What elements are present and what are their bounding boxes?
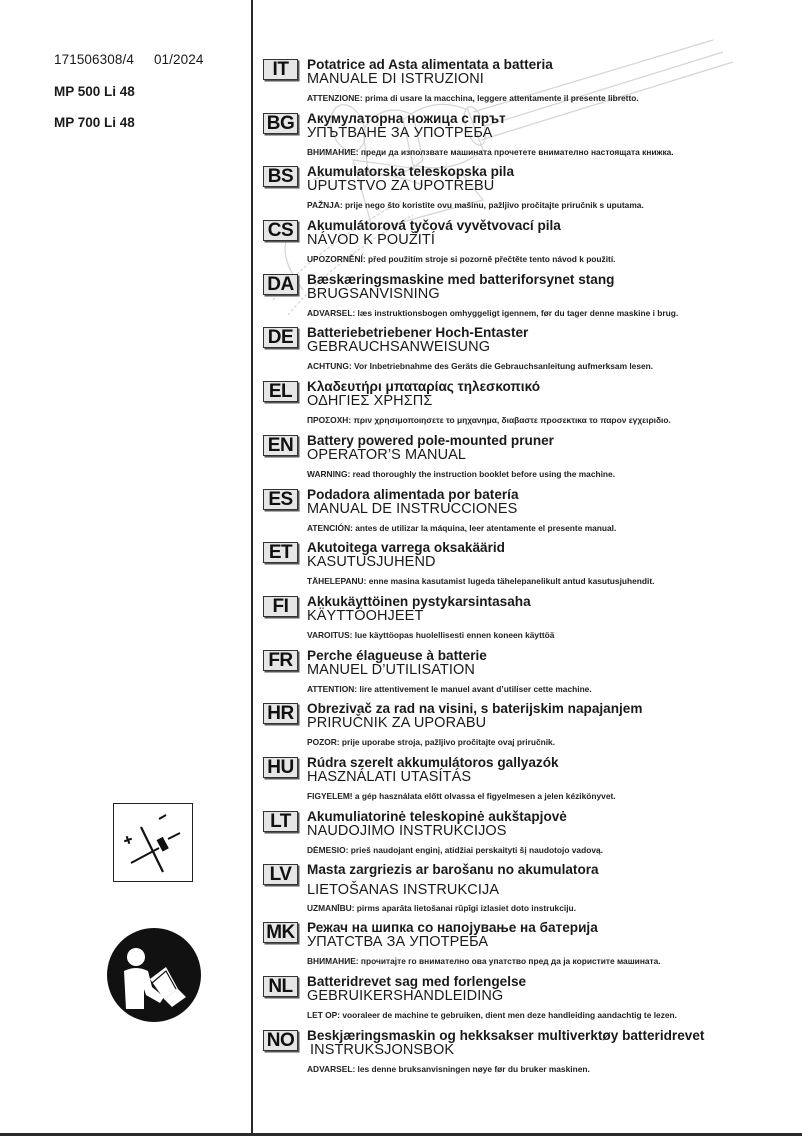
product-title: Akumulátorová tyčová vyvětvovací pila bbox=[307, 218, 561, 234]
language-entry-en bbox=[263, 433, 798, 487]
language-code-badge: EL bbox=[263, 381, 298, 402]
manual-title: INSTRUKSJONSBOK bbox=[310, 1041, 455, 1058]
battery-polarity-icon bbox=[113, 803, 193, 882]
manual-title: MANUEL D’UTILISATION bbox=[307, 661, 475, 678]
warning-text: ВНИМАНИЕ: прочитајте го внимателно ова упатство пред да ја користите машината. bbox=[307, 956, 661, 967]
document-reference bbox=[54, 52, 244, 67]
language-code-badge: DA bbox=[263, 274, 298, 295]
manual-title: HASZNÁLATI UTASÍTÁS bbox=[307, 768, 472, 785]
manual-title: PRIRUČNIK ZA UPORABU bbox=[307, 715, 487, 732]
language-list bbox=[263, 57, 798, 1081]
manual-title: MANUALE DI ISTRUZIONI bbox=[307, 71, 484, 87]
warning-text: ACHTUNG: Vor Inbetriebnahme des Geräts die Gebrauchsanleitung aufmerksam lesen. bbox=[307, 361, 654, 372]
language-code-badge: HU bbox=[263, 757, 298, 778]
language-code-badge: HR bbox=[263, 703, 298, 724]
warning-text: ADVARSEL: les denne bruksanvisningen nøye før du bruker maskinen. bbox=[307, 1063, 590, 1074]
product-title: Akkukäyttöinen pystykarsintasaha bbox=[307, 593, 531, 609]
language-code-badge: IT bbox=[263, 59, 298, 80]
manual-title: УПАТСТВА ЗА УПОТРЕБА bbox=[307, 934, 489, 951]
product-title: Perche élagueuse à batterie bbox=[307, 647, 487, 663]
warning-text: PAŽNJA: prije nego što koristite ovu mašinu, pažljivo pročitajte priručnik s uputama. bbox=[307, 200, 644, 211]
document-code: 171506308/4 bbox=[54, 52, 134, 67]
language-code-badge: ET bbox=[263, 542, 298, 563]
language-code-badge: FR bbox=[263, 650, 298, 671]
language-entry-lt bbox=[263, 809, 798, 863]
manual-title: УПЪТВАНЕ ЗА УПОТРЕБА bbox=[307, 124, 493, 141]
product-title: Akumuliatorinė teleskopinė aukštapjovė bbox=[307, 808, 567, 824]
product-title: Режач на шипка со напојување на батерија bbox=[307, 920, 598, 936]
warning-text: ВНИМАНИЕ: преди да използвате машината прочетете внимателно настоящата книжка. bbox=[307, 146, 674, 157]
model-name: MP 700 Li 48 bbox=[54, 115, 135, 130]
warning-text: UPOZORNĚNÍ: před použitím stroje si pozorně přečtěte tento návod k použití. bbox=[307, 254, 616, 265]
product-title: Potatrice ad Asta alimentata a batteria bbox=[307, 57, 553, 72]
manual-title: KÄYTTÖOHJEET bbox=[307, 607, 424, 624]
manual-title: MANUAL DE INSTRUCCIONES bbox=[307, 500, 518, 517]
warning-text: TÄHELEPANU: enne masina kasutamist lugeda tähelepanelikult antud kasutusjuhendit. bbox=[307, 576, 655, 587]
document-info bbox=[54, 52, 244, 130]
product-title: Batteriebetriebener Hoch-Entaster bbox=[307, 325, 529, 341]
language-code-badge: MK bbox=[263, 922, 298, 943]
manual-title: KASUTUSJUHEND bbox=[307, 554, 436, 571]
warning-text: ATTENZIONE: prima di usare la macchina, leggere attentamente il presente libretto. bbox=[307, 93, 639, 103]
language-entry-fr bbox=[263, 648, 798, 702]
language-entry-nl bbox=[263, 974, 798, 1028]
language-code-badge: BS bbox=[263, 166, 298, 187]
warning-text: DĖMESIO: prieš naudojant enginį, atidžiai perskaityti šį naudotojo vadovą. bbox=[307, 844, 603, 855]
product-title: Akumulatorska teleskopska pila bbox=[307, 164, 515, 180]
warning-text: VAROITUS: lue käyttöopas huolellisesti ennen koneen käyttöä bbox=[307, 629, 555, 640]
warning-text: ΠΡΟΣΟΧΗ: πριν χρησιμοποιησετε το μηχανημα, διαβαστε προσεκτικα το παρον εγχειριδιο. bbox=[307, 415, 671, 426]
language-entry-fi bbox=[263, 594, 798, 648]
product-title: Rúdra szerelt akkumulátoros gallyazók bbox=[307, 754, 559, 770]
warning-text: FIGYELEM! a gép használata előtt olvassa el figyelmesen a jelen kézikönyvet. bbox=[307, 790, 616, 801]
manual-title: OPERATOR’S MANUAL bbox=[307, 446, 467, 463]
manual-title: ΟΔΗΓΙΕΣ ΧΡΗΣΠΣ bbox=[307, 393, 433, 410]
language-entry-hu bbox=[263, 755, 798, 809]
document-date: 01/2024 bbox=[153, 52, 204, 67]
manual-title: GEBRUIKERSHANDLEIDING bbox=[307, 988, 504, 1004]
product-title: Κλαδευτήρι μπαταρίας τηλεσκοπικό bbox=[307, 379, 540, 395]
warning-text: ATENCIÓN: antes de utilizar la máquina, leer atentamente el presente manual. bbox=[307, 522, 617, 533]
language-code-badge: FI bbox=[263, 596, 298, 617]
language-code-badge: LT bbox=[263, 811, 298, 832]
language-entry-el bbox=[263, 379, 798, 433]
product-title: Masta zargriezis ar barošanu no akumulatora bbox=[307, 862, 599, 878]
language-code-badge: DE bbox=[263, 327, 298, 348]
product-title: Akutoitega varrega oksakäärid bbox=[307, 540, 505, 556]
warning-text: UZMANĪBU: pirms aparāta lietošanai rūpīgi izlasiet doto instrukciju. bbox=[307, 903, 576, 914]
language-code-badge: NO bbox=[263, 1030, 298, 1051]
warning-text: LET OP: vooraleer de machine te gebruiken, dient men deze handleiding aandachtig te lezen. bbox=[307, 1010, 677, 1020]
product-title: Podadora alimentada por batería bbox=[307, 486, 519, 502]
warning-text: POZOR: prije uporabe stroja, pažljivo pročitajte ovaj priručnik. bbox=[307, 737, 556, 748]
manual-title: NÁVOD K POUŽITÍ bbox=[307, 232, 435, 249]
language-code-badge: NL bbox=[263, 976, 298, 997]
language-code-badge: LV bbox=[263, 864, 298, 885]
language-entry-bg bbox=[263, 111, 798, 165]
language-entry-mk bbox=[263, 920, 798, 974]
language-entry-es bbox=[263, 487, 798, 541]
warning-text: ADVARSEL: læs instruktionsbogen omhyggeligt igennem, før du tager denne maskine i brug. bbox=[307, 307, 679, 318]
product-title: Акумулаторна ножица с прът bbox=[307, 110, 506, 126]
product-title: Batteridrevet sag med forlengelse bbox=[307, 974, 527, 989]
language-code-badge: CS bbox=[263, 220, 298, 241]
manual-title: UPUTSTVO ZA UPOTREBU bbox=[307, 178, 495, 195]
language-entry-cs bbox=[263, 218, 798, 272]
product-title: Beskjæringsmaskin og hekksakser multiverktøy batteridrevet bbox=[307, 1027, 705, 1043]
language-entry-no bbox=[263, 1028, 798, 1082]
vertical-divider bbox=[251, 0, 253, 1134]
language-entry-hr bbox=[263, 701, 798, 755]
warning-text: ATTENTION: lire attentivement le manuel avant d’utiliser cette machine. bbox=[307, 683, 592, 694]
manual-title: BRUGSANVISNING bbox=[307, 285, 440, 302]
product-title: Battery powered pole-mounted pruner bbox=[307, 432, 554, 448]
product-title: Obrezivač za rad na visini, s baterijskim napajanjem bbox=[307, 701, 643, 717]
language-code-badge: EN bbox=[263, 435, 298, 456]
language-entry-bs bbox=[263, 164, 798, 218]
read-manual-icon bbox=[106, 927, 202, 1023]
manual-title: NAUDOJIMO INSTRUKCIJOS bbox=[307, 822, 507, 839]
model-name: MP 500 Li 48 bbox=[54, 84, 135, 99]
manual-title: LIETOŠANAS INSTRUKCIJA bbox=[307, 882, 500, 899]
manual-title: GEBRAUCHSANWEISUNG bbox=[307, 339, 491, 356]
language-entry-lv bbox=[263, 862, 798, 920]
language-entry-de bbox=[263, 325, 798, 379]
language-entry-et bbox=[263, 540, 798, 594]
warning-text: WARNING: read thoroughly the instruction booklet before using the machine. bbox=[307, 468, 616, 479]
language-code-badge: BG bbox=[263, 113, 298, 134]
language-code-badge: ES bbox=[263, 489, 298, 510]
language-entry-it bbox=[263, 57, 798, 111]
product-title: Bæskæringsmaskine med batteriforsynet stang bbox=[307, 271, 615, 287]
language-entry-da bbox=[263, 272, 798, 326]
